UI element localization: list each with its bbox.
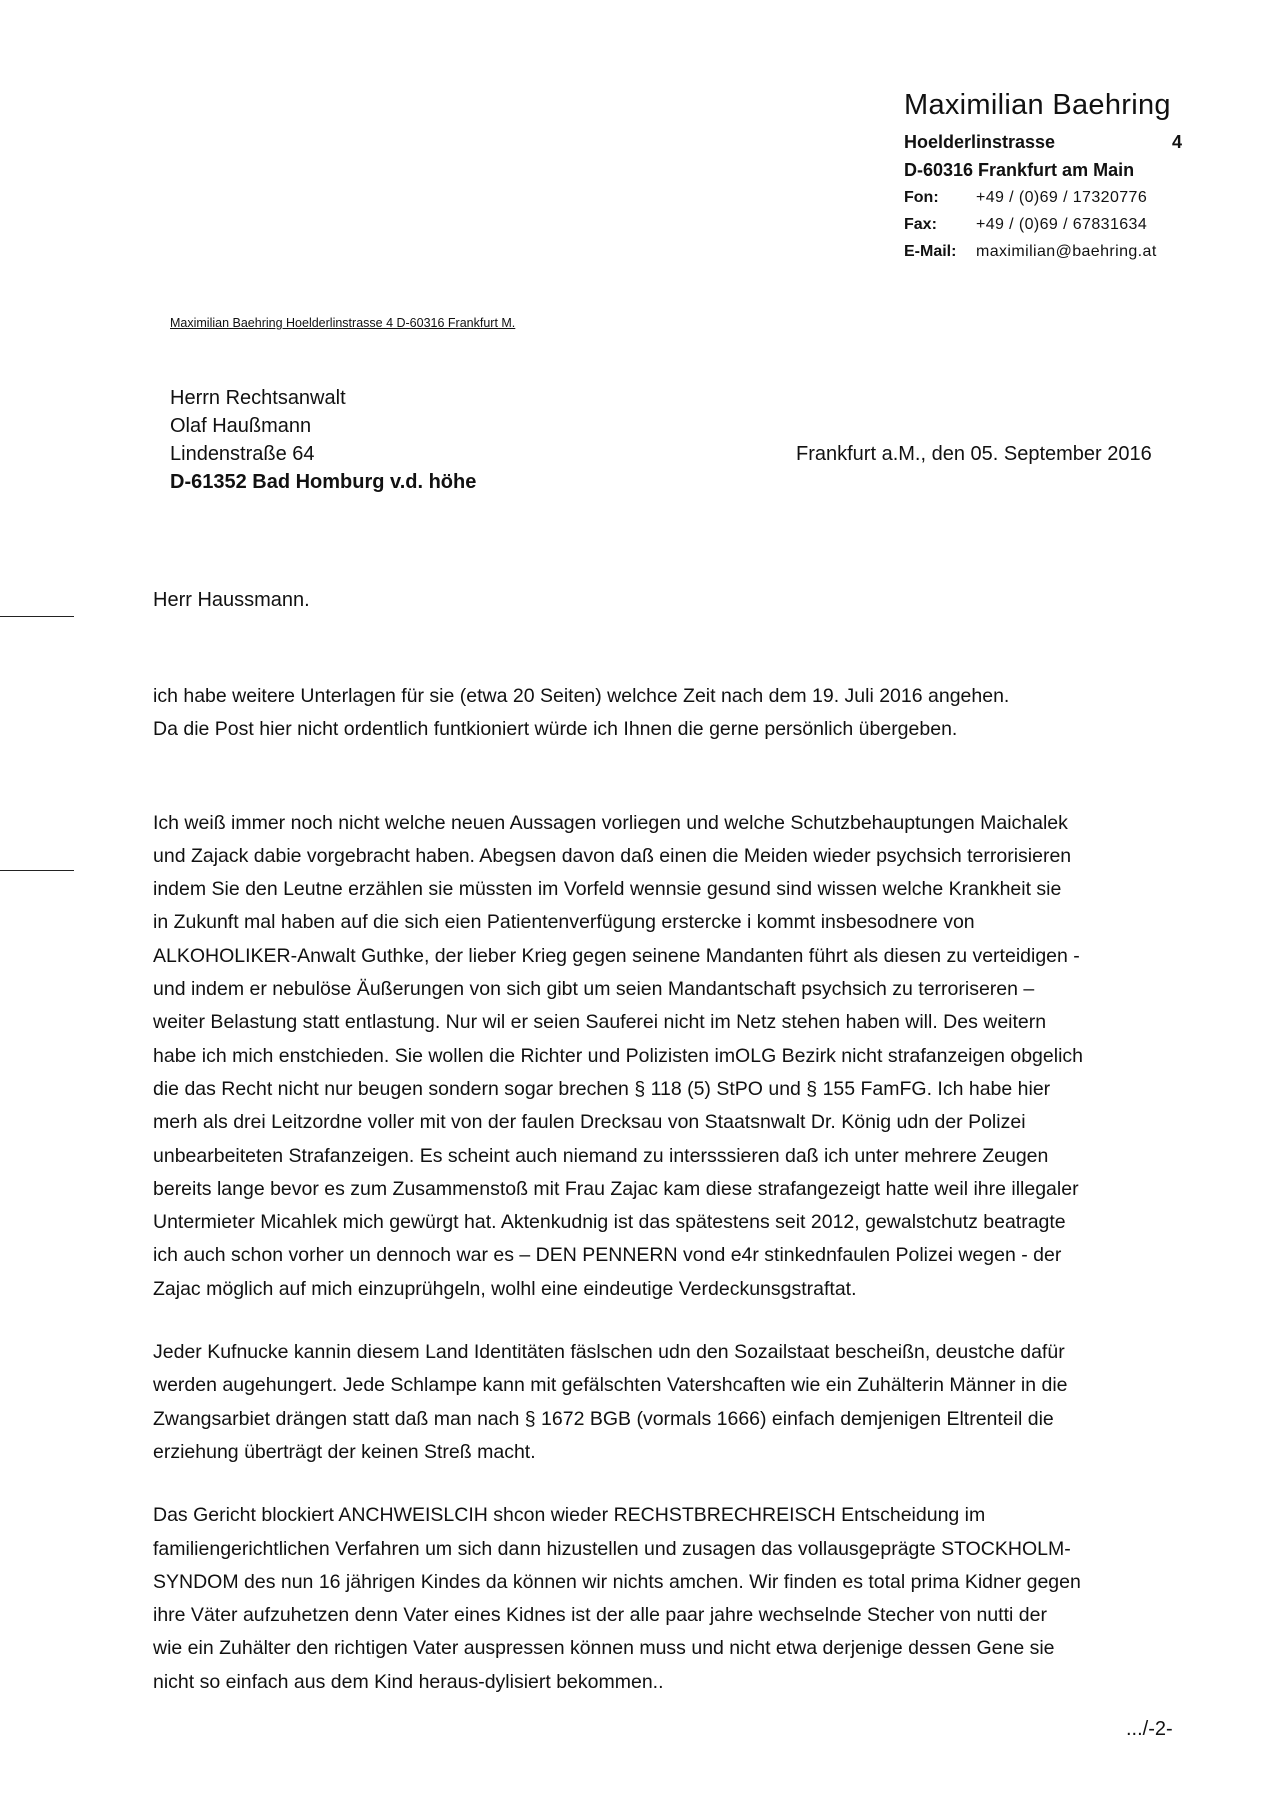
body-line: SYNDOM des nun 16 jährigen Kindes da können wir nichts amchen. Wir finden es total prima Kidner gegen — [153, 1570, 1081, 1593]
phone-label: Fon: — [904, 189, 939, 206]
body-line: und Zajack dabie vorgebracht haben. Abegsen davon daß einen die Meiden wieder psychsich terrorisieren — [153, 844, 1072, 867]
sender-house-number: 4 — [1171, 132, 1182, 152]
body-line: Das Gericht blockiert ANCHWEISLCIH shcon wieder RECHSTBRECHREISCH Entscheidung im — [153, 1504, 986, 1527]
body-line: ALKOHOLIKER-Anwalt Guthke, der lieber Krieg gegen seinene Mandanten führt als diesen zu verteidigen - — [153, 944, 1080, 967]
sender-city: D-60316 Frankfurt am Main — [904, 160, 1135, 180]
body-line: werden augehungert. Jede Schlampe kann mit gefälschten Vatershcaften wie ein Zuhälterin Männer in die — [153, 1374, 1068, 1397]
fax-label: Fax: — [904, 216, 937, 233]
letter-body — [153, 650, 1193, 1699]
fold-mark-upper — [0, 616, 74, 617]
fold-mark-lower — [0, 870, 74, 871]
paragraph-4 — [153, 1499, 1193, 1699]
recipient-line-2: Olaf Haußmann — [170, 415, 312, 437]
body-line: Zajac möglich auf mich einzuprühgeln, wolhl eine eindeutige Verdeckunsgstraftat. — [153, 1277, 857, 1300]
return-address-line: Maximilian Baehring Hoelderlinstrasse 4 D-60316 Frankfurt M. — [170, 316, 516, 330]
sender-block — [904, 86, 1182, 265]
body-line: in Zukunft mal haben auf die sich eien Patientenverfügung erstercke i kommt insbesodnere von — [153, 911, 975, 934]
paragraph-3 — [153, 1336, 1193, 1469]
email-label: E-Mail: — [904, 243, 957, 260]
sender-email-row — [904, 238, 1182, 265]
body-line: ich habe weitere Unterlagen für sie (etwa 20 Seiten) welchce Zeit nach dem 19. Juli 2016 angehen. — [153, 685, 1010, 707]
fax-value: +49 / (0)69 / 67831634 — [976, 216, 1148, 233]
sender-street: Hoelderlinstrasse — [904, 132, 1056, 152]
recipient-line-1: Herrn Rechtsanwalt — [170, 387, 346, 409]
body-line: Jeder Kufnucke kannin diesem Land Identitäten fäslschen udn den Sozailstaat bescheißn, deustche dafür — [153, 1341, 1065, 1364]
recipient-line-4: D-61352 Bad Homburg v.d. höhe — [170, 471, 477, 493]
sender-phone-row — [904, 184, 1182, 211]
body-line: merh als drei Leitzordne voller mit von der faulen Drecksau von Staatsnwalt Dr. König udn der Polizei — [153, 1111, 1026, 1134]
body-line: Untermieter Micahlek mich gewürgt hat. Aktenkudnig ist das spätestens seit 2012, gewalstchutz beatragte — [153, 1211, 1066, 1234]
body-line: Ich weiß immer noch nicht welche neuen Aussagen vorliegen und welche Schutzbehauptungen Maichalek — [153, 811, 1068, 834]
body-line: und indem er nebulöse Äußerungen von sich gibt um seien Mandantschaft psychsich zu terroriseren – — [153, 978, 1035, 1001]
body-line: nicht so einfach aus dem Kind heraus-dylisiert bekommen.. — [153, 1670, 664, 1693]
recipient-line-3: Lindenstraße 64 — [170, 443, 315, 465]
body-line: die das Recht nicht nur beugen sondern sogar brechen § 118 (5) StPO und § 155 FamFG. Ich habe hier — [153, 1077, 1051, 1100]
body-line: indem Sie den Leutne erzählen sie müssten im Vorfeld wennsie gesund sind wissen welche Krankheit sie — [153, 878, 1062, 901]
body-line: weiter Belastung statt entlastung. Nur wil er seien Sauferei nicht im Netz stehen haben will. Des weitern — [153, 1011, 1047, 1034]
email-value: maximilian@baehring.at — [976, 243, 1157, 260]
body-line: erziehung überträgt der keinen Streß macht. — [153, 1440, 536, 1463]
sender-street-line — [904, 128, 1182, 156]
paragraph-2 — [153, 807, 1193, 1306]
sender-fax-row — [904, 211, 1182, 238]
salutation: Herr Haussmann. — [153, 589, 310, 611]
body-line: ich auch schon vorher un dennoch war es – DEN PENNERN vond e4r stinkednfaulen Polizei wegen - der — [153, 1244, 1062, 1267]
body-line: unbearbeiteten Strafanzeigen. Es scheint auch niemand zu intersssieren daß ich unter mehrere Zeugen — [153, 1144, 1049, 1167]
phone-value: +49 / (0)69 / 17320776 — [976, 189, 1148, 206]
body-line: ihre Väter aufzuhetzen denn Vater eines Kidnes ist der alle paar jahre wechselnde Stecher von nutti der — [153, 1604, 1047, 1627]
body-line: wie ein Zuhälter den richtigen Vater auspressen können muss und nicht etwa derjenige dessen Gene sie — [153, 1637, 1055, 1660]
recipient-address — [170, 384, 476, 496]
body-line: bereits lange bevor es zum Zusammenstoß mit Frau Zajac kam diese strafangezeigt hatte weil ihre illegaler — [153, 1177, 1079, 1200]
body-line: Da die Post hier nicht ordentlich funtkioniert würde ich Ihnen die gerne persönlich übergeben. — [153, 718, 958, 741]
body-line: habe ich mich enstchieden. Sie wollen die Richter und Polizisten imOLG Bezirk nicht strafanzeigen obgelich — [153, 1044, 1083, 1067]
date-line: Frankfurt a.M., den 05. September 2016 — [796, 443, 1152, 465]
sender-name: Maximilian Baehring — [904, 89, 1171, 121]
body-line: familiengerichtlichen Verfahren um sich dann hizustellen und zusagen das vollausgeprägte STOCKHOLM- — [153, 1537, 1071, 1560]
body-line: Zwangsarbiet drängen statt daß man nach § 1672 BGB (vormals 1666) einfach demjenigen Eltrenteil die — [153, 1407, 1054, 1430]
page-continuation: .../-2- — [1126, 1718, 1173, 1740]
